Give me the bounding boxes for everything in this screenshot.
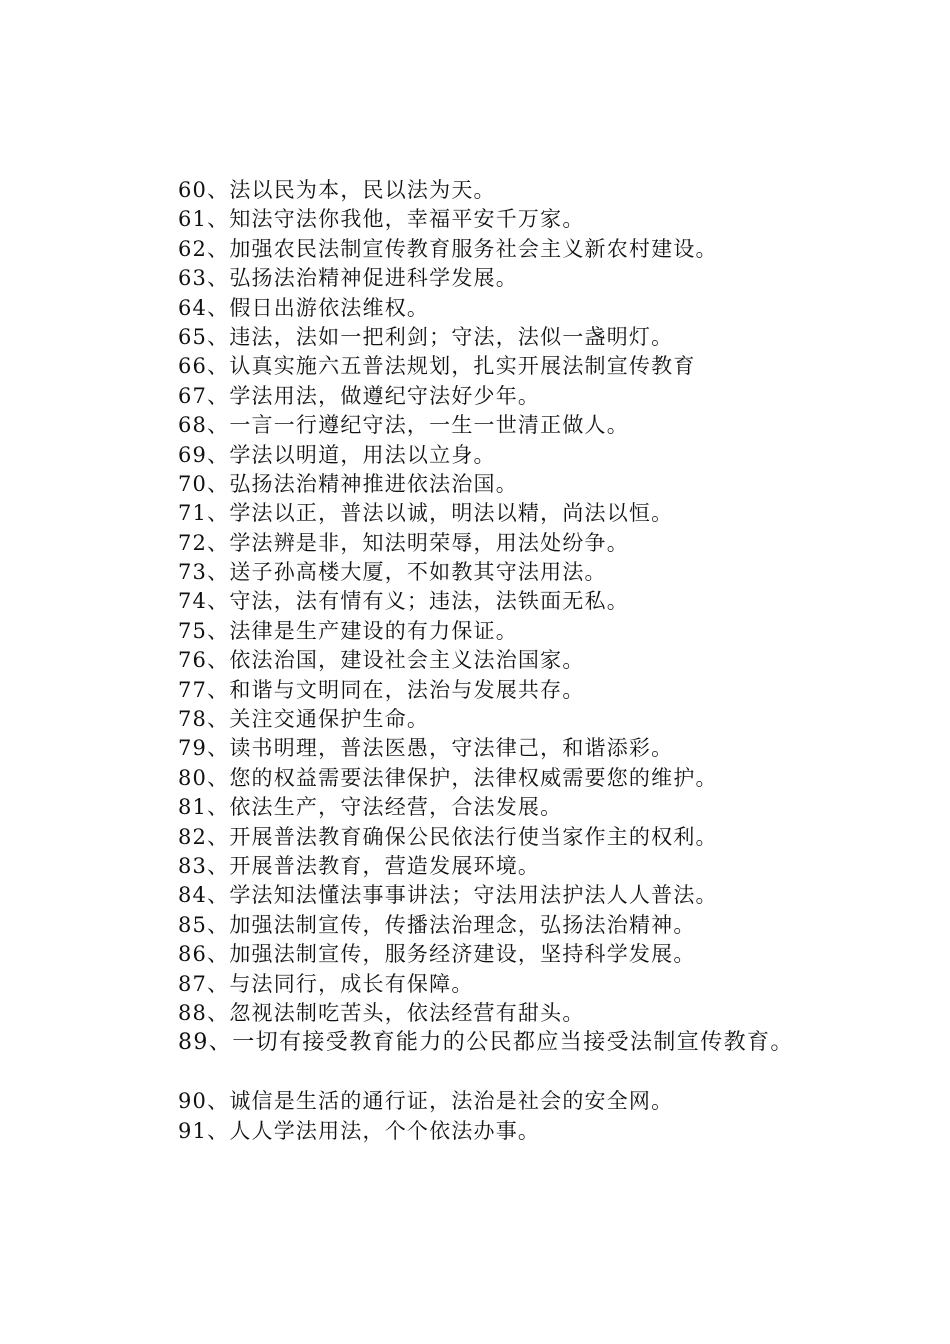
blank-line (178, 1058, 918, 1087)
list-item: 61、知法守法你我他，幸福平安千万家。 (178, 207, 585, 232)
list-item: 67、学法用法，做遵纪守法好少年。 (178, 383, 541, 408)
list-item: 79、读书明理，普法医愚，守法律己，和谐添彩。 (178, 736, 674, 761)
list-item: 68、一言一行遵纪守法，一生一世清正做人。 (178, 413, 629, 438)
list-item: 74、守法，法有情有义；违法，法铁面无私。 (178, 589, 629, 614)
list-item: 80、您的权益需要法律保护，法律权威需要您的维护。 (178, 765, 718, 790)
list-item: 73、送子孙高楼大厦，不如教其守法用法。 (178, 560, 607, 585)
list-item: 77、和谐与文明同在，法治与发展共存。 (178, 677, 585, 702)
list-item: 90、诚信是生活的通行证，法治是社会的安全网。 (178, 1089, 674, 1114)
list-item: 69、学法以明道，用法以立身。 (178, 442, 496, 467)
list-item: 86、加强法制宣传，服务经济建设，坚持科学发展。 (178, 942, 696, 967)
list-item: 78、关注交通保护生命。 (178, 707, 430, 732)
list-item: 89、一切有接受教育能力的公民都应当接受法制宣传教育。 (178, 1030, 794, 1056)
list-item: 71、学法以正，普法以诚，明法以精，尚法以恒。 (178, 501, 674, 526)
list-item: 87、与法同行，成长有保障。 (178, 971, 474, 996)
list-item: 83、开展普法教育，营造发展环境。 (178, 853, 541, 878)
list-item: 64、假日出游依法维权。 (178, 295, 430, 320)
list-item: 81、依法生产，守法经营，合法发展。 (178, 795, 563, 820)
list-item: 70、弘扬法治精神推进依法治国。 (178, 471, 518, 496)
list-item: 65、违法，法如一把利剑；守法，法似一盏明灯。 (178, 324, 674, 349)
list-item: 62、加强农民法制宣传教育服务社会主义新农村建设。 (178, 236, 718, 261)
slogan-list (178, 176, 918, 1146)
list-item: 76、依法治国，建设社会主义法治国家。 (178, 648, 585, 673)
list-item: 60、法以民为本，民以法为天。 (178, 178, 496, 202)
list-item: 72、学法辨是非，知法明荣辱，用法处纷争。 (178, 530, 629, 555)
list-item: 66、认真实施六五普法规划，扎实开展法制宣传教育 (178, 354, 696, 379)
list-item: 82、开展普法教育确保公民依法行使当家作主的权利。 (178, 824, 718, 849)
list-item: 63、弘扬法治精神促进科学发展。 (178, 266, 518, 291)
list-item: 88、忽视法制吃苦头，依法经营有甜头。 (178, 1000, 585, 1025)
list-item: 91、人人学法用法，个个依法办事。 (178, 1118, 541, 1143)
list-item: 84、学法知法懂法事事讲法；守法用法护法人人普法。 (178, 883, 718, 908)
list-item: 85、加强法制宣传，传播法治理念，弘扬法治精神。 (178, 912, 696, 937)
list-item: 75、法律是生产建设的有力保证。 (178, 618, 518, 643)
